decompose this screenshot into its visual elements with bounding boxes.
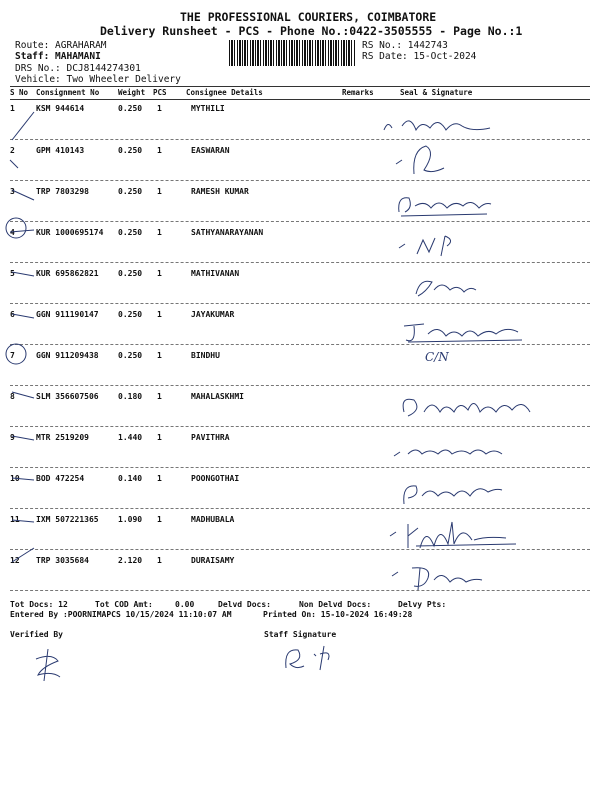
barcode: [229, 40, 355, 66]
delivery-points: Delvy Pts:: [398, 600, 447, 609]
row-divider: [10, 385, 590, 386]
row-consignment: MTR 2519209: [36, 433, 89, 442]
row-consignee: MAHALASKHMI: [191, 392, 244, 401]
row-sno: 3: [10, 187, 15, 196]
col-seal-signature: Seal & Signature: [400, 88, 473, 97]
header-bottom-rule: [10, 99, 590, 100]
delivered-docs: Delvd Docs:: [218, 600, 271, 609]
row-consignment: KUR 1000695174: [36, 228, 104, 237]
row-pcs: 1: [157, 556, 162, 565]
row-divider: [10, 221, 590, 222]
signature-2: [392, 140, 452, 180]
company-name: THE PROFESSIONAL COURIERS, COIMBATORE: [180, 10, 437, 24]
row-consignee: MADHUBALA: [191, 515, 235, 524]
row-consignee: BINDHU: [191, 351, 220, 360]
row-pcs: 1: [157, 351, 162, 360]
signature-12: [388, 560, 488, 596]
row-weight: 0.250: [118, 146, 143, 155]
header-top-rule: [10, 86, 590, 87]
row-sno: 1: [10, 104, 15, 113]
row-divider: [10, 590, 590, 591]
row-weight: 0.250: [118, 228, 143, 237]
entered-by: Entered By :POORNIMAPCS 10/15/2024 11:10:07 AM: [10, 610, 232, 619]
row-divider: [10, 262, 590, 263]
row-sno: 6: [10, 310, 15, 319]
verified-by-signature: [28, 645, 68, 685]
vehicle-label: Vehicle: Two Wheeler Delivery: [15, 74, 181, 85]
non-delivered-docs: Non Delvd Docs:: [299, 600, 372, 609]
row-weight: 0.140: [118, 474, 143, 483]
row-sno: 5: [10, 269, 15, 278]
row-consignment: GPM 410143: [36, 146, 85, 155]
row-consignee: POONGOTHAI: [191, 474, 240, 483]
row-weight: 0.250: [118, 351, 143, 360]
row-consignment: BOD 472254: [36, 474, 85, 483]
rs-date: RS Date: 15-Oct-2024: [362, 51, 477, 62]
col-consignment: Consignment No: [36, 88, 100, 97]
row-sno: 10: [10, 474, 20, 483]
row-consignee: EASWARAN: [191, 146, 230, 155]
row-consignee: MATHIVANAN: [191, 269, 240, 278]
row-pcs: 1: [157, 187, 162, 196]
signature-6: [398, 318, 528, 348]
row-sno: 9: [10, 433, 15, 442]
row-divider: [10, 508, 590, 509]
row-consignment: KUR 695862821: [36, 269, 99, 278]
row-sno: 2: [10, 146, 15, 155]
route-label: Route: AGRAHARAM: [15, 40, 107, 51]
drs-number: DRS No.: DCJ8144274301: [15, 63, 141, 74]
row-pcs: 1: [157, 146, 162, 155]
total-cod-amount: 0.00: [175, 600, 195, 609]
row-consignee: DURAISAMY: [191, 556, 235, 565]
row-pcs: 1: [157, 515, 162, 524]
row-consignee: RAMESH KUMAR: [191, 187, 249, 196]
row-consignment: TRP 3035684: [36, 556, 89, 565]
row-weight: 0.250: [118, 310, 143, 319]
signature-8: [398, 392, 538, 426]
row-consignee: MYTHILI: [191, 104, 225, 113]
row-weight: 0.250: [118, 104, 143, 113]
row-pcs: 1: [157, 392, 162, 401]
col-consignee: Consignee Details: [186, 88, 263, 97]
row-pcs: 1: [157, 269, 162, 278]
printed-on: Printed On: 15-10-2024 16:49:28: [263, 610, 413, 619]
row-sno: 4: [10, 228, 15, 237]
signature-5: [410, 272, 490, 302]
row-divider: [10, 426, 590, 427]
col-weight: Weight: [118, 88, 146, 97]
row-pcs: 1: [157, 433, 162, 442]
row-consignment: TRP 7803298: [36, 187, 89, 196]
row-sno: 8: [10, 392, 15, 401]
row-weight: 1.440: [118, 433, 143, 442]
row-weight: 0.180: [118, 392, 143, 401]
col-sno: S No: [10, 88, 29, 97]
staff-label: Staff: MAHAMANI: [15, 51, 101, 62]
row7-handwritten-note: C/N: [425, 350, 449, 364]
row-consignee: PAVITHRA: [191, 433, 230, 442]
signature-9: [390, 440, 510, 470]
row-weight: 1.090: [118, 515, 143, 524]
row-consignment: GGN 911209438: [36, 351, 99, 360]
row-weight: 0.250: [118, 187, 143, 196]
row-weight: 2.120: [118, 556, 143, 565]
row-consignment: SLM 356607506: [36, 392, 99, 401]
signature-4: [395, 230, 475, 260]
col-remarks: Remarks: [342, 88, 374, 97]
row-consignee: JAYAKUMAR: [191, 310, 235, 319]
total-docs: Tot Docs: 12: [10, 600, 68, 609]
row-sno: 11: [10, 515, 20, 524]
signature-1: [380, 110, 500, 140]
staff-signature: [280, 640, 360, 676]
signature-10: [398, 478, 508, 508]
row-sno: 7: [10, 351, 15, 360]
staff-signature-label: Staff Signature: [264, 630, 337, 639]
row-weight: 0.250: [118, 269, 143, 278]
signature-11: [386, 516, 526, 552]
row-pcs: 1: [157, 104, 162, 113]
row-pcs: 1: [157, 310, 162, 319]
signature-3: [395, 190, 495, 220]
tick-marks: [4, 100, 44, 600]
row-divider: [10, 303, 590, 304]
row-consignment: IXM 507221365: [36, 515, 99, 524]
row-pcs: 1: [157, 228, 162, 237]
runsheet-subtitle: Delivery Runsheet - PCS - Phone No.:0422-3505555 - Page No.:1: [100, 24, 523, 38]
col-pcs: PCS: [153, 88, 167, 97]
row-divider: [10, 180, 590, 181]
row-pcs: 1: [157, 474, 162, 483]
verified-by-label: Verified By: [10, 630, 63, 639]
row-consignee: SATHYANARAYANAN: [191, 228, 264, 237]
row-divider: [10, 139, 590, 140]
row-consignment: GGN 911190147: [36, 310, 99, 319]
rs-number: RS No.: 1442743: [362, 40, 448, 51]
total-cod-label: Tot COD Amt:: [95, 600, 153, 609]
row-sno: 12: [10, 556, 20, 565]
row-consignment: KSM 944614: [36, 104, 85, 113]
